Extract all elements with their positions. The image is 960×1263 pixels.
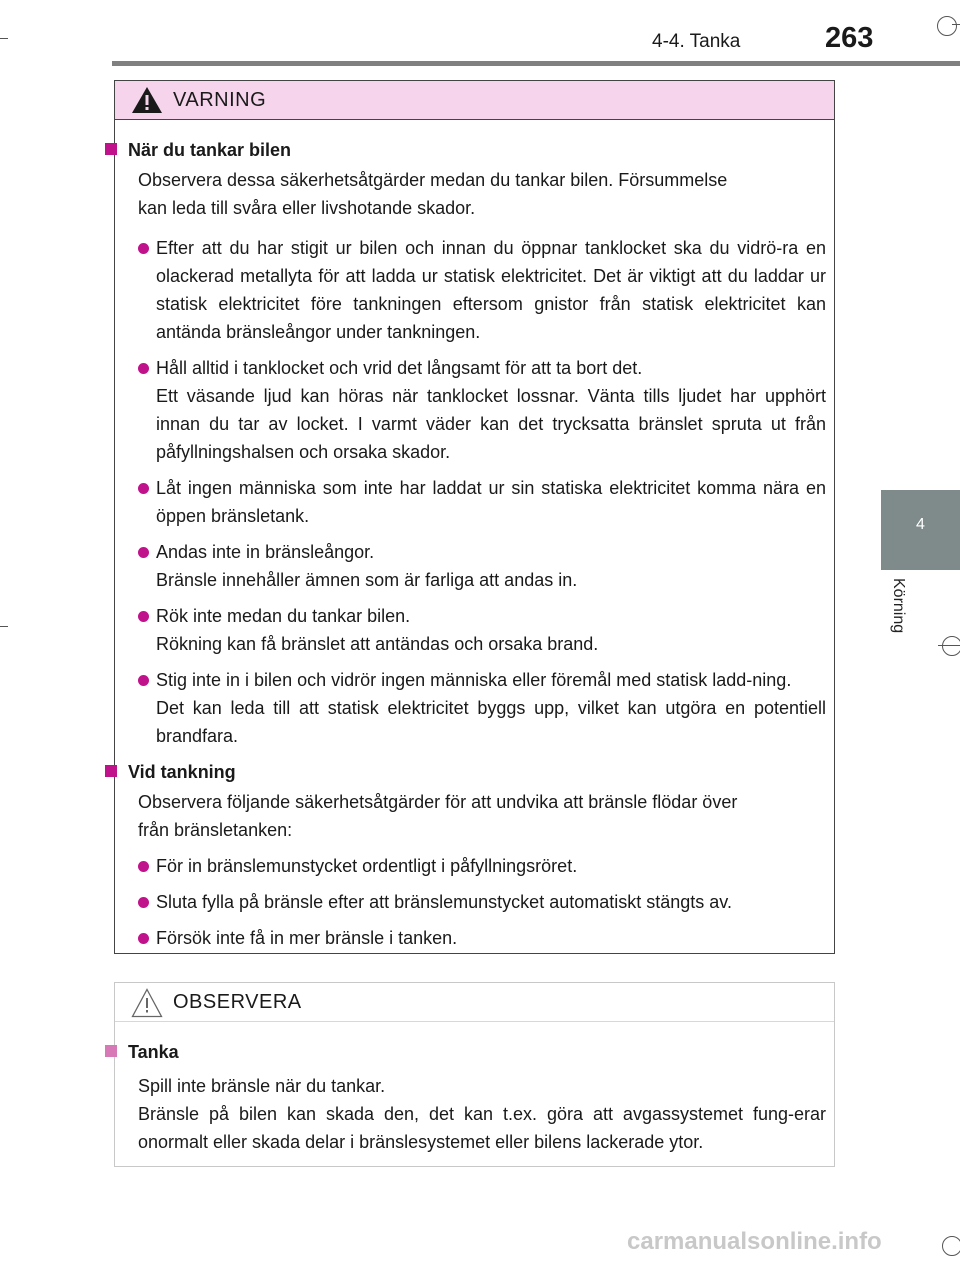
header-rule [112,61,960,66]
list-item [156,924,826,952]
warning-content [115,136,834,952]
notice-line: Spill inte bränsle när du tankar. [138,1076,386,1096]
notice-content [115,1038,834,1156]
intro-line: Observera följande säkerhetsåtgärder för att undvika att bränsle flödar över [138,792,738,812]
section-heading [105,136,834,164]
warning-triangle-icon [131,86,163,114]
bullet-dot-icon [138,363,149,374]
section-heading [105,758,834,786]
registration-mark [942,636,960,656]
section-heading [105,1038,834,1066]
notice-text [138,1072,826,1156]
intro-line: från bränsletanken: [138,820,293,840]
crop-mark [0,38,8,39]
bullet-dot-icon [138,897,149,908]
square-bullet-icon [105,1045,117,1057]
list-item [156,888,826,916]
bullet-text: Ett väsande ljud kan höras när tanklocket lossnar. Vänta tills ljudet har upphört innan du tar av locket. I varmt väder kan det trycksatta bränslet spruta ut från påfyllningshalsen och orsaka skador. [156,386,826,462]
square-bullet-icon [105,143,117,155]
notice-line: Bränsle på bilen kan skada den, det kan t.ex. göra att avgassystemet fung-erar onormalt eller skada delar i bränslesystemet eller bilens lackerade ytor. [138,1104,826,1152]
list-item [156,538,826,594]
list-item [156,234,826,346]
bullet-text: Efter att du har stigit ur bilen och innan du öppnar tanklocket ska du vidrö-ra en olackerad metallyta för att ladda ur statisk elektricitet. Det är viktigt att du laddar ur statisk elektricitet före tankningen eftersom gnistor från statisk elektricitet kan antända bränsleångor under tankningen. [156,238,826,342]
heading-text: Tanka [128,1042,179,1062]
bullet-dot-icon [138,675,149,686]
chapter-number: 4 [916,516,925,533]
notice-header [115,983,834,1022]
warning-label: VARNING [173,89,267,111]
caution-triangle-icon [131,988,163,1018]
bullet-text: Det kan leda till att statisk elektricitet byggs upp, vilket kan utgöra en potentiell brandfara. [156,698,826,746]
bullet-text: För in bränslemunstycket ordentligt i påfyllningsröret. [156,856,578,876]
bullet-dot-icon [138,861,149,872]
bullet-text: Rök inte medan du tankar bilen. [156,606,411,626]
watermark: carmanualsonline.info [627,1228,882,1255]
list-item [156,474,826,530]
bullet-dot-icon [138,483,149,494]
chapter-label: Körning [890,578,907,634]
page-number: 263 [825,22,874,54]
bullet-dot-icon [138,547,149,558]
registration-mark [937,16,957,36]
bullet-dot-icon [138,243,149,254]
heading-text: När du tankar bilen [128,140,292,160]
heading-text: Vid tankning [128,762,236,782]
crop-mark [0,626,8,627]
list-item [156,602,826,658]
list-item [156,354,826,466]
square-bullet-icon [105,765,117,777]
registration-mark [942,1236,960,1256]
warning-box [114,80,835,954]
bullet-text: Sluta fylla på bränsle efter att bränslemunstycket automatiskt stängts av. [156,892,732,912]
notice-label: OBSERVERA [173,991,302,1013]
intro-text [138,166,826,222]
list-item [156,666,826,750]
section-title: 4-4. Tanka [652,31,741,52]
bullet-text: Stig inte in i bilen och vidrör ingen människa eller föremål med statisk ladd-ning. [156,670,792,690]
bullet-text: Andas inte in bränsleångor. [156,542,375,562]
bullet-dot-icon [138,933,149,944]
bullet-text: Försök inte få in mer bränsle i tanken. [156,928,458,948]
intro-line: kan leda till svåra eller livshotande skador. [138,198,476,218]
list-item [156,852,826,880]
warning-header [115,81,834,120]
bullet-text: Rökning kan få bränslet att antändas och orsaka brand. [156,634,599,654]
bullet-text: Bränsle innehåller ämnen som är farliga att andas in. [156,570,578,590]
bullet-text: Låt ingen människa som inte har laddat ur sin statiska elektricitet komma nära en öppen bränsletank. [156,478,826,526]
bullet-dot-icon [138,611,149,622]
chapter-tab [881,490,960,570]
notice-box [114,982,835,1167]
intro-line: Observera dessa säkerhetsåtgärder medan du tankar bilen. Försummelse [138,170,728,190]
bullet-text: Håll alltid i tanklocket och vrid det långsamt för att ta bort det. [156,358,643,378]
intro-text [138,788,826,844]
